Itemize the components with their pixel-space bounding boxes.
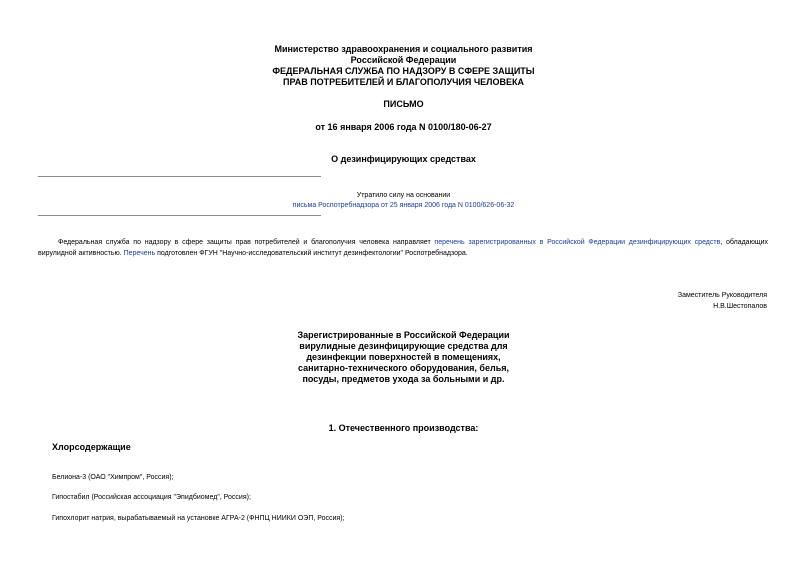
list-item: Гипохлорит натрия, вырабатываемый на установке АГРА-2 (ФНПЦ НИИКИ ОЭП, Россия); xyxy=(52,515,345,522)
registry-title-line-5: посуды, предметов ухода за больными и др. xyxy=(302,374,505,384)
registry-title-line-2: вирулидные дезинфицирующие средства для xyxy=(299,341,508,351)
heading-line-4: ПРАВ ПОТРЕБИТЕЛЕЙ И БЛАГОПОЛУЧИЯ ЧЕЛОВЕКА xyxy=(283,77,524,87)
expired-note-link[interactable]: письма Роспотребнадзора от 25 января 2006 года N 0100/626-06-32 xyxy=(292,202,515,209)
list-item: Гипостабил (Российская ассоциация "Эпидбиомед", Россия); xyxy=(52,494,251,501)
expired-note: Утратило силу на основании xyxy=(356,192,451,199)
section-title: 1. Отечественного производства: xyxy=(328,423,479,433)
body-text-3: подготовлен ФГУН "Научно-исследовательский институт дезинфектологии" Роспотребнадзора. xyxy=(155,249,468,257)
body-text-1: Федеральная служба по надзору в сфере защиты прав потребителей и благополучия человека направляет xyxy=(58,239,435,246)
list-item: Белиона-3 (ОАО "Химпром", Россия); xyxy=(52,474,174,481)
signature-position: Заместитель Руководителя xyxy=(677,292,767,299)
registry-title-line-4: санитарно-технического оборудования, белья, xyxy=(298,363,509,373)
letter-label: ПИСЬМО xyxy=(383,99,424,109)
letter-subject: О дезинфицирующих средствах xyxy=(331,154,476,164)
heading-line-1: Министерство здравоохранения и социального развития xyxy=(274,44,533,54)
letter-date: от 16 января 2006 года N 0100/180-06-27 xyxy=(315,122,492,132)
heading-line-3: ФЕДЕРАЛЬНАЯ СЛУЖБА ПО НАДЗОРУ В СФЕРЕ ЗАЩИТЫ xyxy=(272,66,535,76)
registry-list-link[interactable]: перечень зарегистрированных в Российской Федерации дезинфицирующих средств xyxy=(434,239,721,246)
subsection-title: Хлорсодержащие xyxy=(52,442,131,452)
divider-top xyxy=(38,176,321,177)
registry-title-line-3: дезинфекции поверхностей в помещениях, xyxy=(306,352,501,362)
signature-name: Н.В.Шестопалов xyxy=(713,303,767,310)
heading-line-2: Российской Федерации xyxy=(350,55,457,65)
list-link[interactable]: Перечень xyxy=(123,249,156,257)
body-text-2: , обладающих вирулидной активностью. xyxy=(38,239,768,257)
divider-bottom xyxy=(38,215,321,216)
registry-title-line-1: Зарегистрированные в Российской Федерации xyxy=(297,330,510,340)
registry-title xyxy=(0,330,807,385)
body-paragraph xyxy=(38,238,768,259)
ministry-heading xyxy=(0,44,807,88)
